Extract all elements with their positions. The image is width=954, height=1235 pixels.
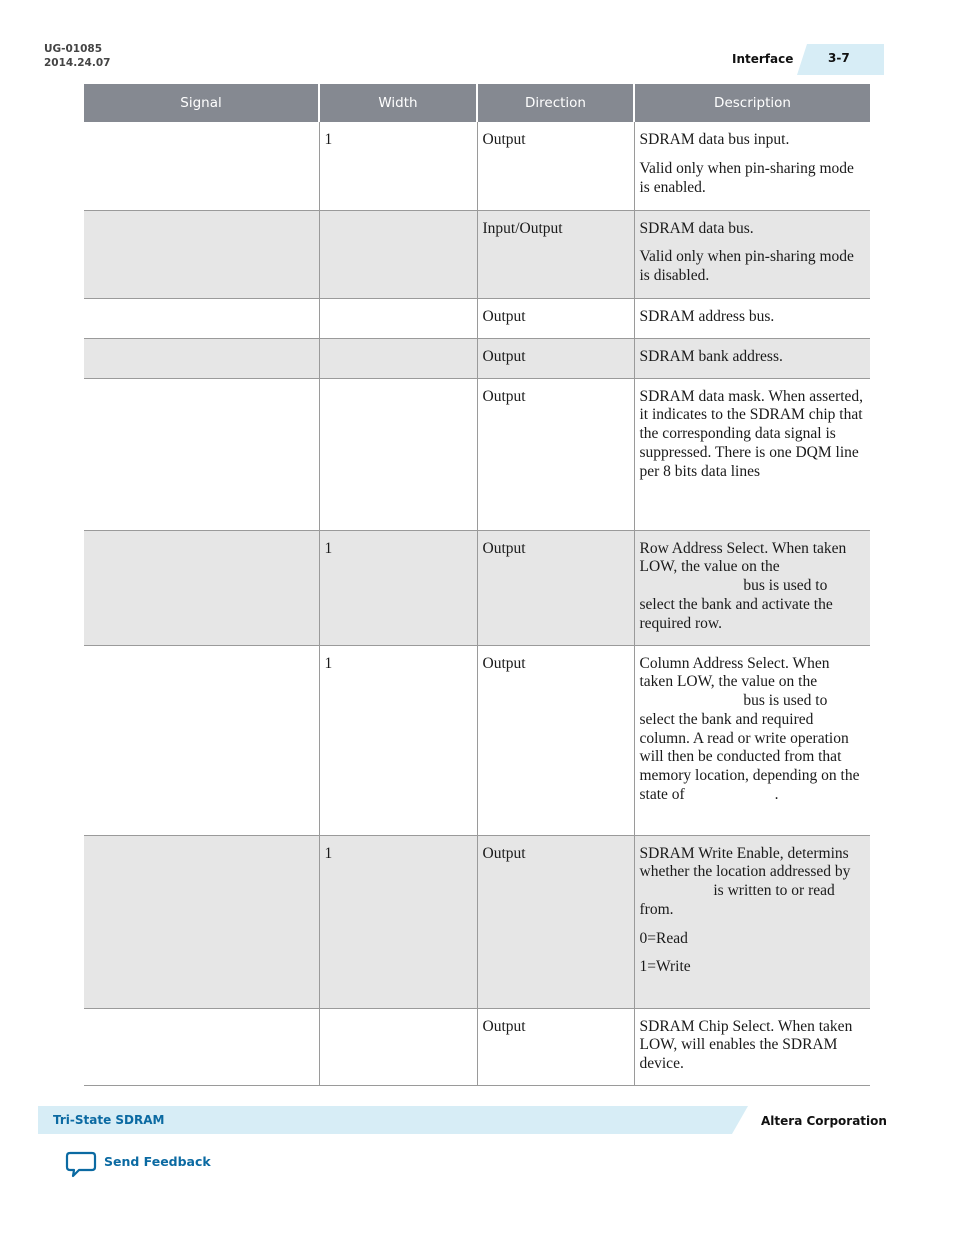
direction-cell: Output xyxy=(477,530,634,645)
table-header-row xyxy=(84,84,870,122)
section-title: Interface xyxy=(732,52,794,66)
table-row xyxy=(84,530,870,645)
signal-cell xyxy=(84,122,319,210)
description-cell xyxy=(634,122,870,210)
description-cell xyxy=(634,645,870,835)
footer-chapter-title[interactable]: Tri-State SDRAM xyxy=(53,1113,165,1127)
description-text: SDRAM data bus. xyxy=(639,219,754,237)
description-text: SDRAM address bus. xyxy=(639,307,775,325)
width-cell: 1 xyxy=(319,835,477,1008)
document-id xyxy=(44,42,110,70)
table-row xyxy=(84,210,870,298)
column-header-signal: Signal xyxy=(84,84,319,122)
width-cell xyxy=(319,1008,477,1085)
table-row xyxy=(84,122,870,210)
description-cell xyxy=(634,338,870,378)
document-date: 2014.24.07 xyxy=(44,57,111,69)
table-row xyxy=(84,338,870,378)
description-cell xyxy=(634,530,870,645)
direction-cell: Output xyxy=(477,338,634,378)
description-text xyxy=(640,540,865,634)
description-cell xyxy=(634,298,870,338)
width-cell xyxy=(319,210,477,298)
description-fragment: Column Address Select. When taken LOW, the value on the xyxy=(639,654,830,691)
description-fragment: bus is used to select the bank and required column. A read or write operation will then be conducted from that memory location, depending on the state of xyxy=(639,692,860,804)
direction-cell: Input/Output xyxy=(477,210,634,298)
signal-cell xyxy=(84,378,319,530)
description-cell xyxy=(634,1008,870,1085)
width-cell: 1 xyxy=(319,530,477,645)
table-row xyxy=(84,835,870,1008)
table-row xyxy=(84,1008,870,1085)
signal-cell xyxy=(84,835,319,1008)
signal-table xyxy=(84,84,870,1086)
signal-cell xyxy=(84,530,319,645)
description-fragment: bus is used to select the bank and activate the required row. xyxy=(639,577,833,632)
width-cell xyxy=(319,338,477,378)
width-cell xyxy=(319,378,477,530)
description-fragment: Row Address Select. When taken LOW, the value on the xyxy=(639,539,847,576)
description-text: Valid only when pin-sharing mode is disabled. xyxy=(639,248,854,285)
description-text: 1=Write xyxy=(639,958,691,976)
direction-cell: Output xyxy=(477,645,634,835)
column-header-description: Description xyxy=(634,84,870,122)
direction-cell: Output xyxy=(477,298,634,338)
column-header-width: Width xyxy=(319,84,477,122)
signal-cell xyxy=(84,645,319,835)
description-text xyxy=(640,845,865,920)
width-cell xyxy=(319,298,477,338)
document-number: UG-01085 xyxy=(44,43,103,55)
send-feedback-link[interactable]: Send Feedback xyxy=(104,1154,211,1169)
width-cell: 1 xyxy=(319,122,477,210)
description-text xyxy=(640,655,865,805)
description-fragment: SDRAM Write Enable, determins whether the location addressed by xyxy=(639,844,851,881)
description-text: 0=Read xyxy=(639,929,688,947)
table-row xyxy=(84,645,870,835)
signal-cell xyxy=(84,210,319,298)
description-cell xyxy=(634,835,870,1008)
column-header-direction: Direction xyxy=(477,84,634,122)
description-fragment: . xyxy=(774,786,779,804)
description-cell xyxy=(634,378,870,530)
speech-bubble-icon[interactable] xyxy=(65,1150,97,1178)
description-text: Valid only when pin-sharing mode is enabled. xyxy=(639,159,854,196)
description-text: SDRAM Chip Select. When taken LOW, will enables the SDRAM device. xyxy=(639,1017,853,1073)
table-row xyxy=(84,298,870,338)
page-number: 3-7 xyxy=(828,51,850,65)
description-text: SDRAM bank address. xyxy=(639,347,783,365)
signal-cell xyxy=(84,338,319,378)
signal-cell xyxy=(84,1008,319,1085)
direction-cell: Output xyxy=(477,1008,634,1085)
table-row xyxy=(84,378,870,530)
width-cell: 1 xyxy=(319,645,477,835)
direction-cell: Output xyxy=(477,122,634,210)
description-cell xyxy=(634,210,870,298)
footer-company: Altera Corporation xyxy=(761,1114,887,1128)
description-text: SDRAM data mask. When asserted, it indicates to the SDRAM chip that the corresponding data signal is suppressed. There is one DQM line per 8 bits data lines xyxy=(639,387,864,480)
description-text: SDRAM data bus input. xyxy=(639,131,790,148)
description-fragment: is written to or read from. xyxy=(639,882,835,918)
direction-cell: Output xyxy=(477,835,634,1008)
signal-cell xyxy=(84,298,319,338)
direction-cell: Output xyxy=(477,378,634,530)
